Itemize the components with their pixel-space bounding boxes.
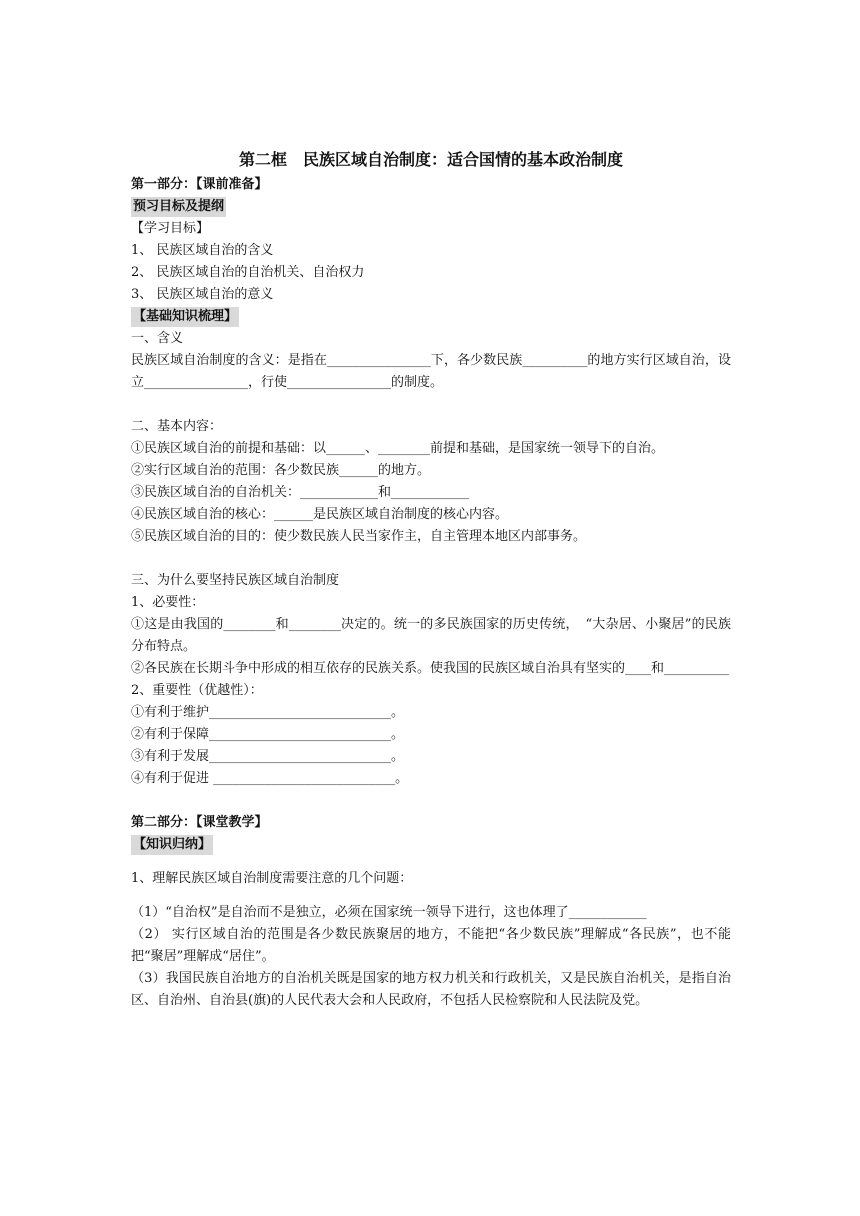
goal-item: 2、 民族区域自治的自治机关、自治权力 [131,265,365,280]
importance-item: ④有利于促进 ____________________________。 [131,771,409,786]
necessity-item: ②各民族在长期斗争中形成的相互依存的民族关系。使我国的民族区域自治具有坚实的____和__________ [131,661,730,676]
goal-item: 3、 民族区域自治的意义 [131,287,274,302]
section2-heading: 二、基本内容： [131,419,223,434]
importance-item: ②有利于保障____________________________。 [131,727,405,742]
summary-item: （1）“自治权”是自治而不是独立，必须在国家统一领导下进行，这也体理了____________ [131,905,647,920]
document-page [131,148,731,1012]
summary-item: （3）我国民族自治地方的自治机关既是国家的地方权力机关和行政机关，又是民族自治机关，是指自治区、自治州、自治县(旗)的人民代表大会和人民政府，不包括人民检察院和人民法院及党。 [131,971,731,1008]
necessity-item: ①这是由我国的________和________决定的。统一的多民族国家的历史传统， “大杂居、小聚居”的民族分布特点。 [131,617,731,654]
part2-heading: 第二部分：【课堂教学】 [131,815,268,830]
importance-item: ①有利于维护____________________________。 [131,705,405,720]
goal-item: 1、 民族区域自治的含义 [131,243,274,258]
summary-item: （2） 实行区域自治的范围是各少数民族聚居的地方，不能把“各少数民族”理解成“各民族”，也不能把“聚居”理解成“居住”。 [131,927,731,964]
summary-heading: 【知识归纳】 [131,835,213,855]
section2-item: ⑤民族区域自治的目的：使少数民族人民当家作主，自主管理本地区内部事务。 [131,529,587,544]
summary-intro: 1、理解民族区域自治制度需要注意的几个问题： [131,871,413,886]
goals-heading: 【学习目标】 [131,221,210,236]
section2-item: ②实行区域自治的范围：各少数民族______的地方。 [131,463,431,478]
section2-item: ④民族区域自治的核心：______是民族区域自治制度的核心内容。 [131,507,509,522]
section1-heading: 一、含义 [131,331,184,346]
document-title: 第二框 民族区域自治制度：适合国情的基本政治制度 [238,150,623,169]
necessity-heading: 1、必要性： [131,595,205,610]
section1-text: 民族区域自治制度的含义：是指在________________下，各少数民族__________的地方实行区域自治，设立________________，行使________________的制度。 [131,353,731,390]
part1-heading: 第一部分：【课前准备】 [131,177,268,192]
importance-item: ③有利于发展____________________________。 [131,749,405,764]
basics-heading: 【基础知识梳理】 [131,307,239,327]
importance-heading: 2、重要性（优越性）： [131,683,263,698]
section2-item: ③民族区域自治的自治机关：____________和____________ [131,485,470,500]
preview-heading: 预习目标及提纲 [131,197,226,217]
section2-item: ①民族区域自治的前提和基础：以______、________前提和基础，是国家统一领导下的自治。 [131,441,665,456]
section3-heading: 三、为什么要坚持民族区域自治制度 [131,573,340,588]
